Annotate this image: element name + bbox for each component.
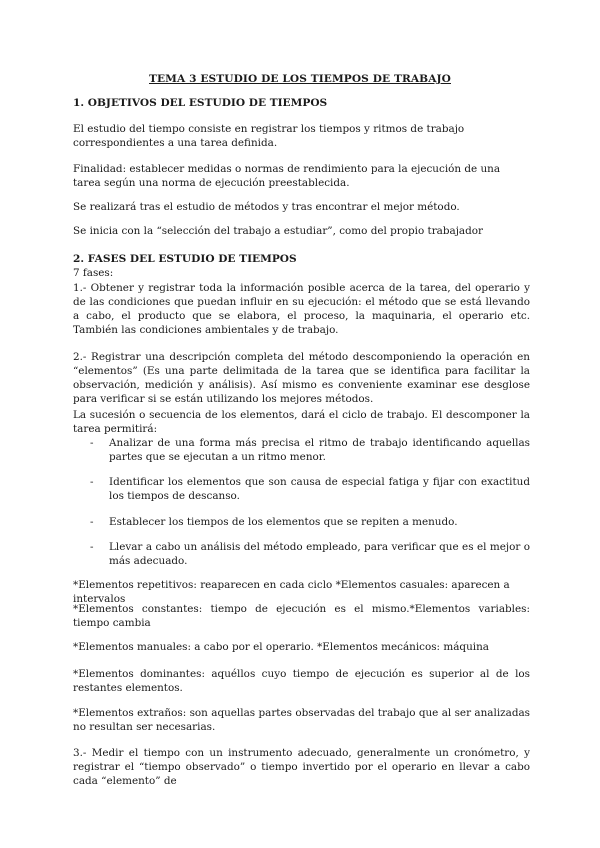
bullet-marker: - <box>90 541 94 553</box>
phase-2-text: 2.- Registrar una descripción completa del método descomponiendo la operación en “elementos” (Es una parte delimitada de la tarea que se identifica para facilitar la observación, medición y análisis). Así mismo es conveniente examinar ese desglose para verificar si se están utilizando los mejores métodos. <box>73 351 530 405</box>
bullet-text: Establecer los tiempos de los elementos que se repiten a menudo. <box>109 516 458 528</box>
phase-1-text: 1.- Obtener y registrar toda la información posible acerca de la tarea, del operario y de las condiciones que puedan influir en su ejecución: el método que se está llevando a cabo, el producto que se elabora, el proceso, la maquinaria, el operario etc. También las condiciones ambientales y de trabajo. <box>73 282 530 336</box>
objectives-paragraph-3: Se realizará tras el estudio de métodos y tras encontrar el mejor método. <box>73 201 460 213</box>
bullet-marker: - <box>90 437 94 449</box>
bullet-marker: - <box>90 516 94 528</box>
element-types-1: *Elementos repetitivos: reaparecen en cada ciclo *Elementos casuales: aparecen a intervalos <box>73 579 510 605</box>
list-item <box>90 515 530 529</box>
element-types-3: *Elementos manuales: a cabo por el operario. *Elementos mecánicos: máquina <box>73 641 489 653</box>
objectives-paragraph-2: Finalidad: establecer medidas o normas de rendimiento para la ejecución de una tarea según una norma de ejecución preestablecida. <box>73 163 501 189</box>
bullet-text: Identificar los elementos que son causa de especial fatiga y fijar con exactitud los tiempos de descanso. <box>109 476 530 502</box>
element-types-4: *Elementos dominantes: aquéllos cuyo tiempo de ejecución es superior al de los restantes elementos. <box>73 668 530 694</box>
bullet-text: Analizar de una forma más precisa el ritmo de trabajo identificando aquellas partes que se ejecutan a un ritmo menor. <box>109 437 530 463</box>
objectives-paragraph-4: Se inicia con la “selección del trabajo a estudiar”, como del propio trabajador <box>73 225 484 237</box>
section-1-heading: 1. OBJETIVOS DEL ESTUDIO DE TIEMPOS <box>73 97 328 109</box>
bullet-marker: - <box>90 476 94 488</box>
element-types-2: *Elementos constantes: tiempo de ejecución es el mismo.*Elementos variables: tiempo cambia <box>73 603 530 629</box>
phase-3-text: 3.- Medir el tiempo con un instrumento adecuado, generalmente un cronómetro, y registrar el “tiempo observado” o tiempo invertido por el operario en llevar a cabo cada “elemento” de <box>73 747 530 787</box>
list-item <box>90 475 530 503</box>
phases-count: 7 fases: <box>73 267 114 279</box>
list-item <box>90 436 530 464</box>
section-2-heading: 2. FASES DEL ESTUDIO DE TIEMPOS <box>73 253 297 265</box>
element-types-5: *Elementos extraños: son aquellas partes observadas del trabajo que al ser analizadas no resultan ser necesarias. <box>73 707 530 733</box>
sequence-text: La sucesión o secuencia de los elementos, dará el ciclo de trabajo. El descomponer la tarea permitirá: <box>73 409 530 435</box>
objectives-paragraph-1: El estudio del tiempo consiste en registrar los tiempos y ritmos de trabajo correspondientes a una tarea definida. <box>73 123 465 149</box>
list-item <box>90 540 530 568</box>
bullet-text: Llevar a cabo un análisis del método empleado, para verificar que es el mejor o más adecuado. <box>109 541 530 567</box>
document-title: TEMA 3 ESTUDIO DE LOS TIEMPOS DE TRABAJO <box>149 73 451 85</box>
